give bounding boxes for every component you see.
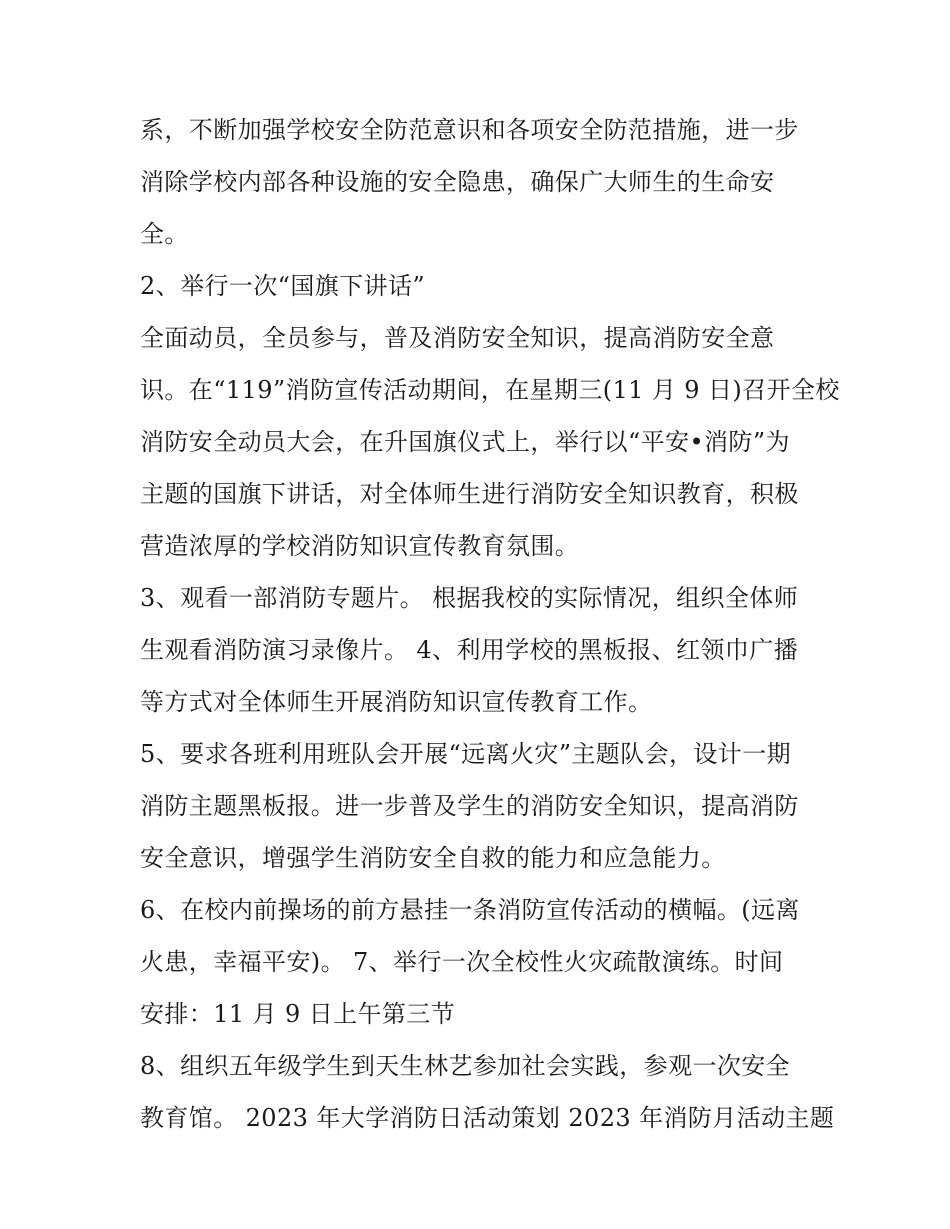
text-line: 教育馆。 2023 年大学消防日活动策划 2023 年消防月活动主题: [140, 1104, 835, 1132]
text-line: 火患，幸福平安)。 7、举行一次全校性火灾疏散演练。时间: [140, 948, 784, 976]
text-line: 等方式对全体师生开展消防知识宣传教育工作。: [140, 688, 653, 716]
text-line: 全。: [140, 220, 189, 248]
list-item-3: 3、观看一部消防专题片。 根据我校的实际情况，组织全体师: [140, 584, 799, 612]
text-line: 消防安全动员大会，在升国旗仪式上，举行以“平安•消防”为: [140, 428, 790, 456]
text-line: 生观看消防演习录像片。 4、利用学校的黑板报、红领巾广播: [140, 636, 799, 664]
text-line: 全面动员，全员参与，普及消防安全知识，提高消防安全意: [140, 324, 775, 352]
text-line: 消防主题黑板报。进一步普及学生的消防安全知识，提高消防: [140, 792, 799, 820]
text-line: 安全意识，增强学生消防安全自救的能力和应急能力。: [140, 844, 726, 872]
list-item-8: 8、组织五年级学生到天生林艺参加社会实践，参观一次安全: [140, 1052, 791, 1080]
list-item-5: 5、要求各班利用班队会开展“远离火灾”主题队会，设计一期: [140, 740, 792, 768]
list-item-6: 6、在校内前操场的前方悬挂一条消防宣传活动的横幅。(远离: [140, 896, 800, 924]
text-line: 系，不断加强学校安全防范意识和各项安全防范措施，进一步: [140, 116, 799, 144]
text-line: 安排：11 月 9 日上午第三节: [140, 1000, 456, 1028]
text-line: 营造浓厚的学校消防知识宣传教育氛围。: [140, 532, 580, 560]
text-line: 识。在“119”消防宣传活动期间，在星期三(11 月 9 日)召开全校: [140, 376, 840, 404]
text-line: 消除学校内部各种设施的安全隐患，确保广大师生的生命安: [140, 168, 775, 196]
document-body: [140, 104, 840, 1144]
text-line: 主题的国旗下讲话，对全体师生进行消防安全知识教育，积极: [140, 480, 799, 508]
section-heading-2: 2、举行一次“国旗下讲话”: [140, 272, 426, 300]
